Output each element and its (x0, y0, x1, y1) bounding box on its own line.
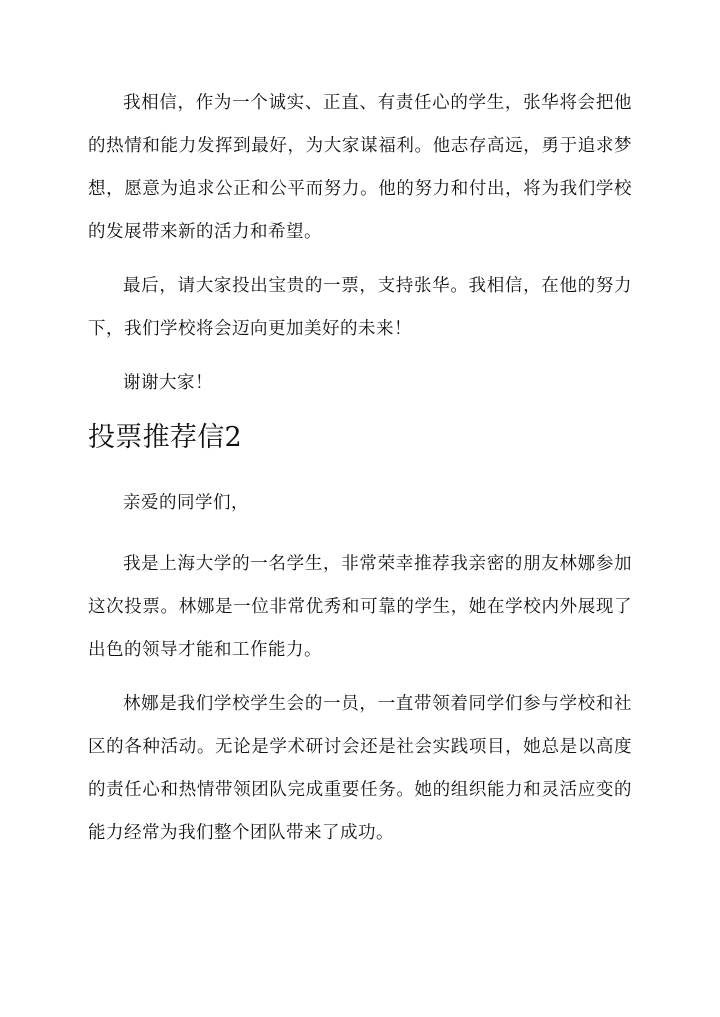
section-heading: 投票推荐信2 (88, 422, 242, 453)
paragraph: 林娜是我们学校学生会的一员，一直带领着同学们参与学校和社区的各种活动。无论是学术研讨会还是社会实践项目，她总是以高度的责任心和热情带领团队完成重要任务。她的组织能力和灵活应变的能力经常为我们整个团队带来了成功。 (88, 694, 632, 843)
paragraph: 我相信，作为一个诚实、正直、有责任心的学生，张华将会把他的热情和能力发挥到最好，为大家谋福利。他志存高远，勇于追求梦想，愿意为追求公正和公平而努力。他的努力和付出，将为我们学校的发展带来新的活力和希望。 (88, 93, 632, 242)
document-body (88, 82, 632, 866)
greeting: 亲爱的同学们， (123, 493, 249, 513)
closing-thanks: 谢谢大家！ (123, 373, 213, 393)
paragraph: 我是上海大学的一名学生，非常荣幸推荐我亲密的朋友林娜参加这次投票。林娜是一位非常优秀和可靠的学生，她在学校内外展现了出色的领导才能和工作能力。 (88, 554, 632, 660)
paragraph: 最后，请大家投出宝贵的一票，支持张华。我相信，在他的努力下，我们学校将会迈向更加美好的未来！ (88, 276, 632, 339)
